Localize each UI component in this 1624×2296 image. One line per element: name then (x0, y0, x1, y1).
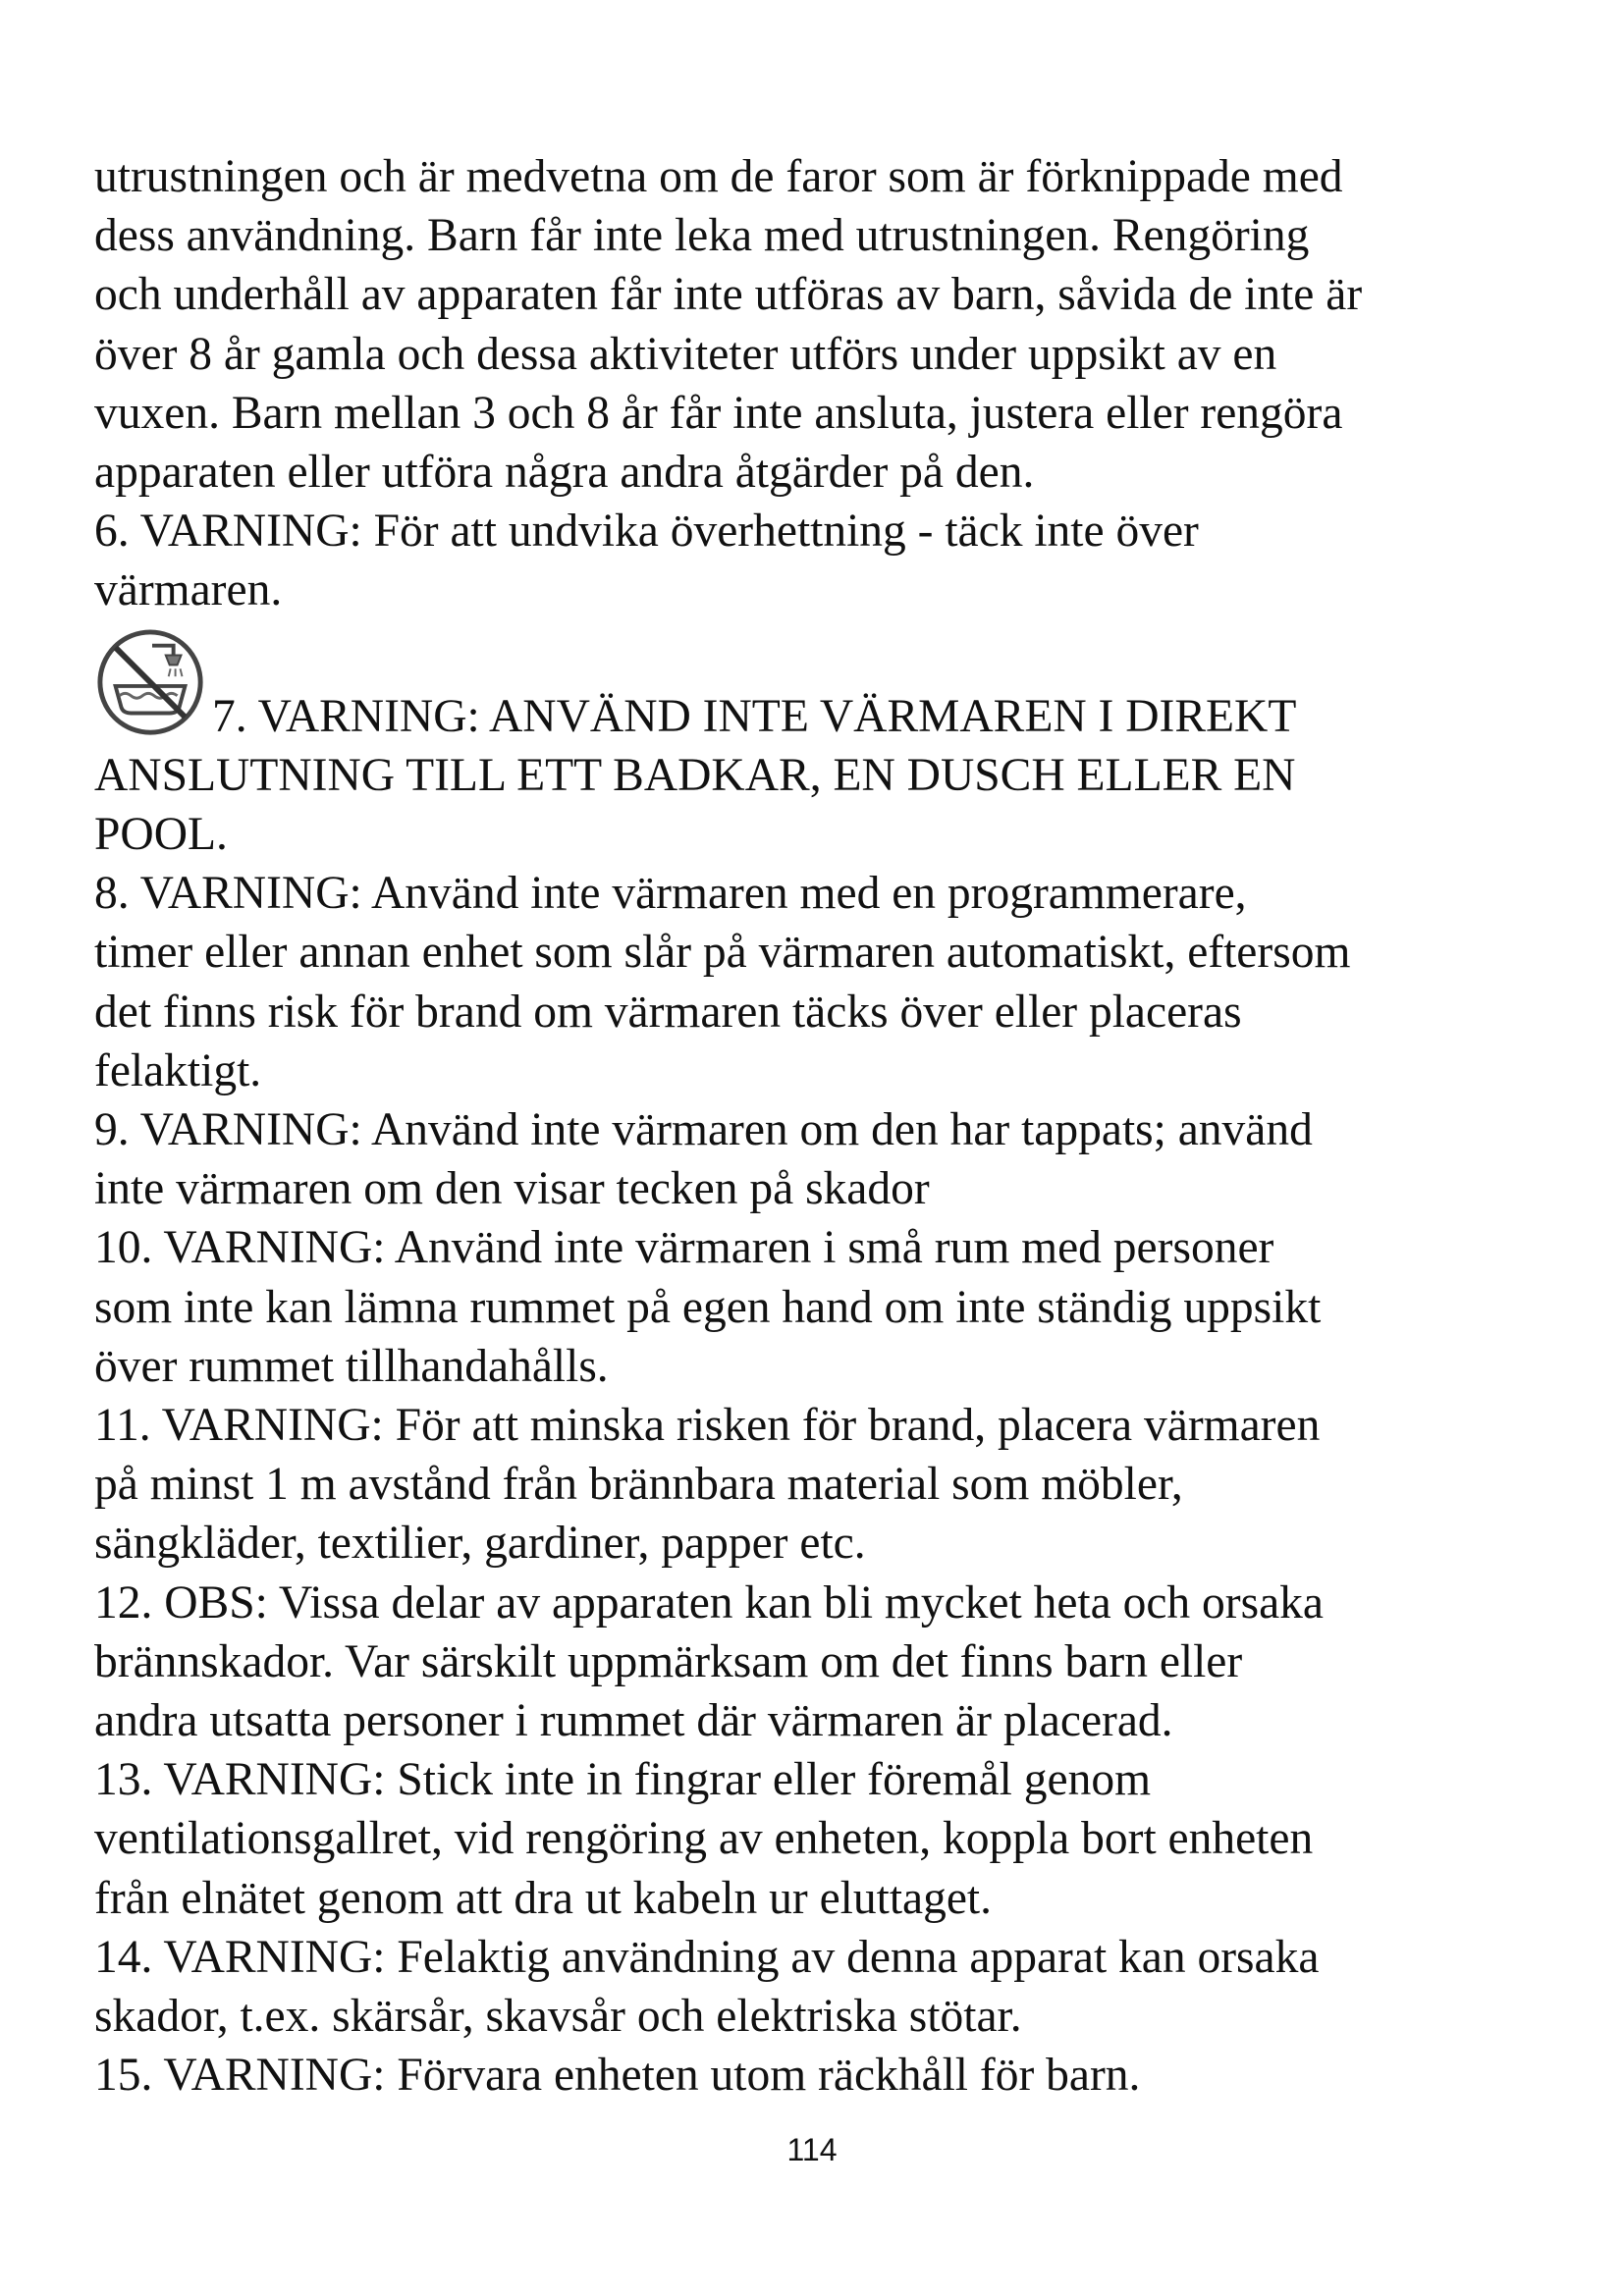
text-line: 13. VARNING: Stick inte in fingrar eller föremål genom (94, 1754, 1152, 1806)
text-line: 7. VARNING: ANVÄND INTE VÄRMAREN I DIREKT (212, 690, 1297, 742)
text-line: 14. VARNING: Felaktig användning av denna apparat kan orsaka (94, 1931, 1320, 1983)
text-line: 8. VARNING: Använd inte värmaren med en programmerare, (94, 868, 1247, 920)
page-number: 114 (786, 2132, 838, 2167)
text-line: vuxen. Barn mellan 3 och 8 år får inte ansluta, justera eller rengöra (94, 387, 1343, 439)
page-content (94, 147, 1538, 2106)
text-line: över rummet tillhandahålls. (94, 1340, 609, 1392)
warning-12 (94, 1574, 1538, 1751)
warning-8 (94, 864, 1538, 1100)
text-line: över 8 år gamla och dessa aktiviteter utförs under uppsikt av en (94, 328, 1277, 380)
text-line: 10. VARNING: Använd inte värmaren i små rum med personer (94, 1222, 1274, 1274)
text-line: och underhåll av apparaten får inte utföras av barn, såvida de inte är (94, 269, 1363, 321)
warning-7 (94, 626, 1538, 865)
text-line: 11. VARNING: För att minska risken för brand, placera värmaren (94, 1400, 1321, 1452)
text-line: utrustningen och är medvetna om de faror som är förknippade med (94, 151, 1343, 202)
text-line: från elnätet genom att dra ut kabeln ur eluttaget. (94, 1872, 993, 1924)
text-line: som inte kan lämna rummet på egen hand om inte ständig uppsikt (94, 1281, 1322, 1333)
text-line: 9. VARNING: Använd inte värmaren om den har tappats; använd (94, 1104, 1313, 1156)
text-line: sängkläder, textilier, gardiner, papper etc. (94, 1518, 866, 1570)
text-line: på minst 1 m avstånd från brännbara material som möbler, (94, 1459, 1183, 1511)
warning-6 (94, 502, 1538, 619)
text-line: ventilationsgallret, vid rengöring av enheten, koppla bort enheten (94, 1813, 1314, 1865)
text-line: brännskador. Var särskilt uppmärksam om det finns barn eller (94, 1635, 1243, 1687)
text-line: andra utsatta personer i rummet där värmaren är placerad. (94, 1695, 1173, 1747)
text-line: dess användning. Barn får inte leka med utrustningen. Rengöring (94, 210, 1310, 262)
text-line: 15. VARNING: Förvara enheten utom räckhåll för barn. (94, 2050, 1141, 2102)
text-line: inte värmaren om den visar tecken på skador (94, 1163, 930, 1215)
warning-10 (94, 1218, 1538, 1396)
intro-paragraph (94, 147, 1538, 502)
text-line: 12. OBS: Vissa delar av apparaten kan bli mycket heta och orsaka (94, 1576, 1325, 1629)
warning-7-block (94, 626, 1538, 865)
text-line: skador, t.ex. skärsår, skavsår och elektriska stötar. (94, 1991, 1022, 2043)
text-line: det finns risk för brand om värmaren täcks över eller placeras (94, 986, 1242, 1038)
warning-11 (94, 1396, 1538, 1574)
text-line: ANSLUTNING TILL ETT BADKAR, EN DUSCH ELLER EN (94, 749, 1296, 801)
text-line: felaktigt. (94, 1044, 262, 1096)
warning-13 (94, 1750, 1538, 1928)
warning-14 (94, 1928, 1538, 2046)
text-line: timer eller annan enhet som slår på värmaren automatiskt, eftersom (94, 927, 1351, 979)
text-line: apparaten eller utföra några andra åtgärder på den. (94, 447, 1035, 499)
no-bathtub-shower-icon (94, 626, 210, 742)
text-line: POOL. (94, 809, 228, 861)
warning-9 (94, 1100, 1538, 1218)
text-line: 6. VARNING: För att undvika överhettning - täck inte över (94, 506, 1199, 558)
warning-15 (94, 2046, 1538, 2105)
text-line: värmaren. (94, 564, 283, 616)
